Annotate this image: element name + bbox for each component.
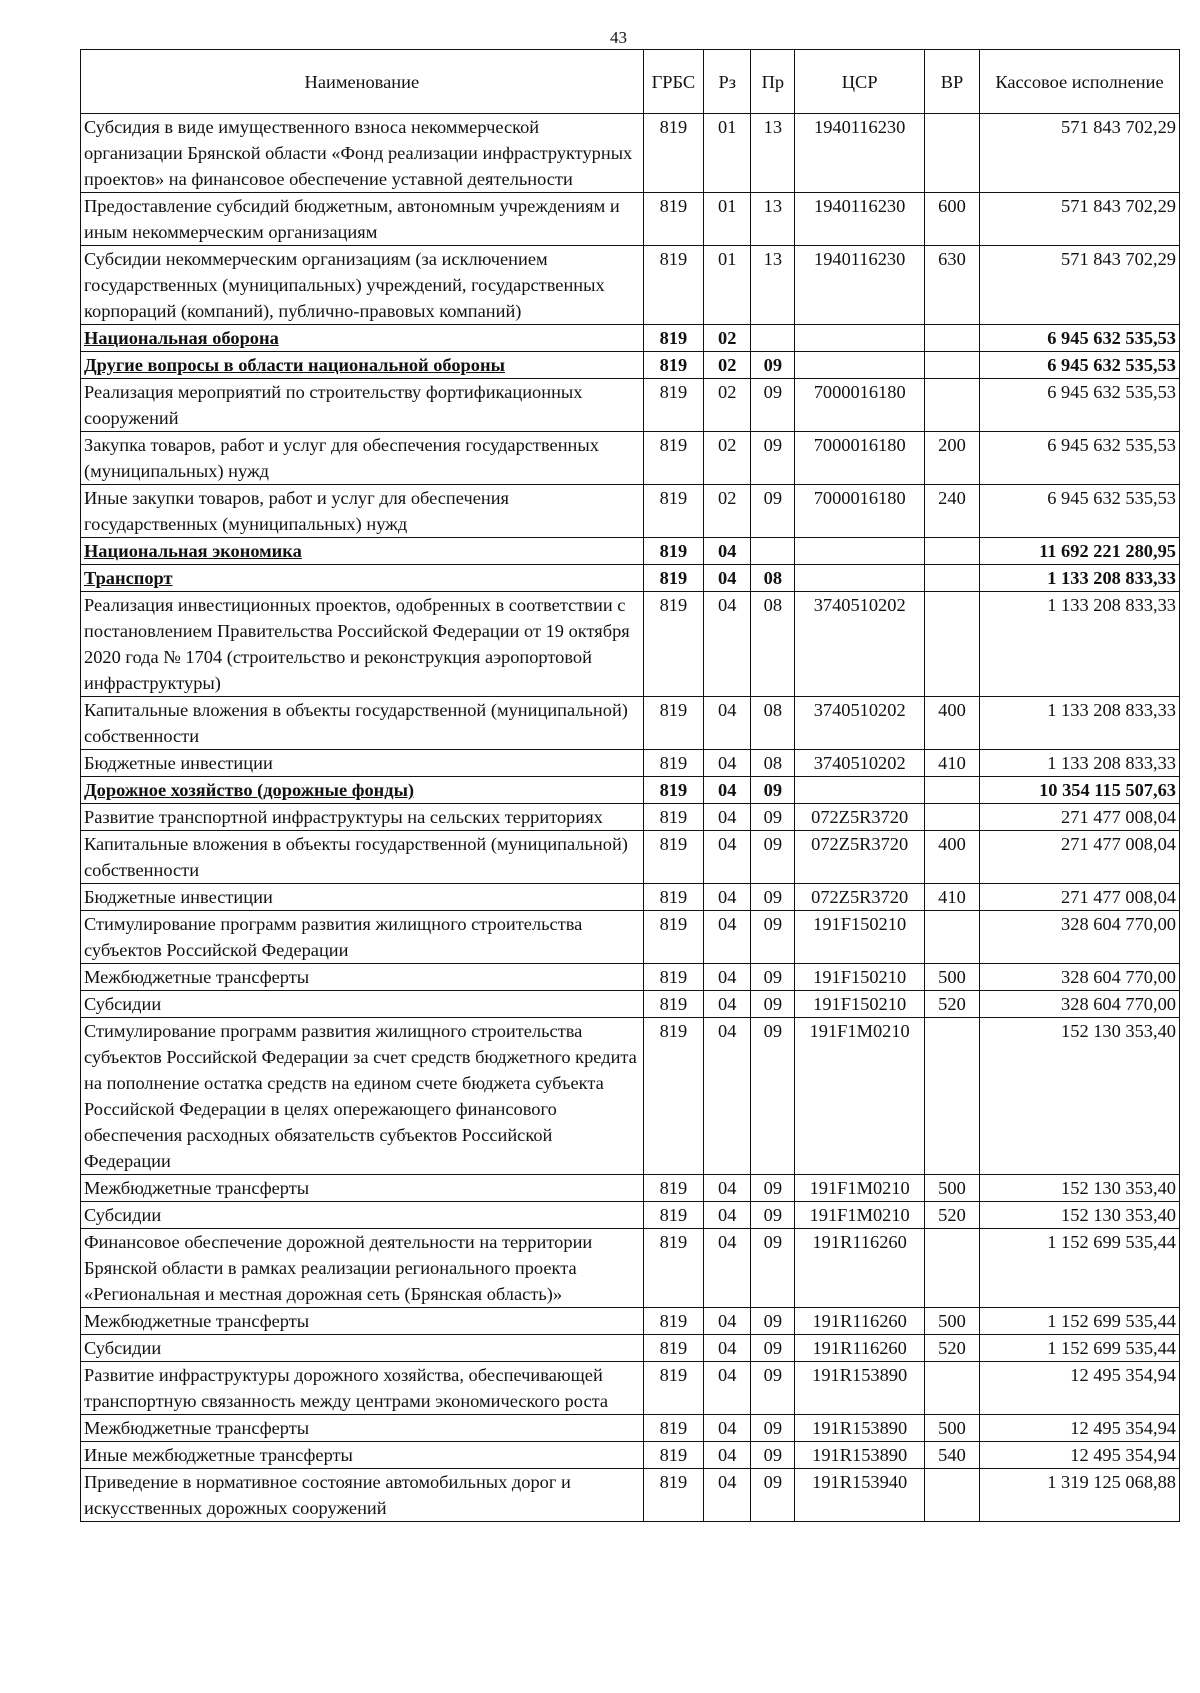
cell-vr bbox=[925, 1018, 980, 1175]
cell-rz: 02 bbox=[704, 352, 751, 379]
cell-amount: 1 133 208 833,33 bbox=[979, 565, 1179, 592]
table-row bbox=[81, 991, 1180, 1018]
cell-grbs: 819 bbox=[643, 1018, 703, 1175]
cell-grbs: 819 bbox=[643, 1362, 703, 1415]
cell-pr bbox=[751, 538, 795, 565]
cell-vr bbox=[925, 911, 980, 964]
cell-pr: 08 bbox=[751, 592, 795, 697]
cell-vr bbox=[925, 1229, 980, 1308]
cell-name: Субсидии bbox=[81, 1202, 644, 1229]
cell-grbs: 819 bbox=[643, 804, 703, 831]
cell-name: Развитие транспортной инфраструктуры на сельских территориях bbox=[81, 804, 644, 831]
cell-name: Межбюджетные трансферты bbox=[81, 1308, 644, 1335]
cell-rz: 04 bbox=[704, 592, 751, 697]
cell-rz: 04 bbox=[704, 1415, 751, 1442]
cell-grbs: 819 bbox=[643, 352, 703, 379]
cell-grbs: 819 bbox=[643, 1469, 703, 1522]
table-row bbox=[81, 432, 1180, 485]
cell-vr bbox=[925, 565, 980, 592]
cell-pr bbox=[751, 325, 795, 352]
cell-rz: 04 bbox=[704, 1442, 751, 1469]
table-row bbox=[81, 1362, 1180, 1415]
cell-pr: 09 bbox=[751, 432, 795, 485]
cell-vr: 630 bbox=[925, 246, 980, 325]
table-row bbox=[81, 379, 1180, 432]
cell-csr bbox=[795, 777, 925, 804]
table-row bbox=[81, 1175, 1180, 1202]
table-row bbox=[81, 193, 1180, 246]
cell-pr: 09 bbox=[751, 352, 795, 379]
cell-amount: 271 477 008,04 bbox=[979, 884, 1179, 911]
cell-csr: 191R116260 bbox=[795, 1308, 925, 1335]
cell-name: Бюджетные инвестиции bbox=[81, 750, 644, 777]
table-row bbox=[81, 964, 1180, 991]
cell-csr: 191R153890 bbox=[795, 1442, 925, 1469]
cell-pr: 08 bbox=[751, 750, 795, 777]
table-row bbox=[81, 1308, 1180, 1335]
cell-vr: 520 bbox=[925, 1335, 980, 1362]
cell-grbs: 819 bbox=[643, 697, 703, 750]
cell-vr bbox=[925, 592, 980, 697]
cell-pr: 08 bbox=[751, 565, 795, 592]
cell-grbs: 819 bbox=[643, 1175, 703, 1202]
cell-name: Стимулирование программ развития жилищного строительства субъектов Российской Федерации за счет средств бюджетного кредита на пополнение остатка средств на едином счете бюджета субъекта Российской Федерации в целях опережающего финансового обеспечения расходных обязательств субъектов Российской Федерации bbox=[81, 1018, 644, 1175]
cell-rz: 02 bbox=[704, 432, 751, 485]
cell-name: Закупка товаров, работ и услуг для обеспечения государственных (муниципальных) нужд bbox=[81, 432, 644, 485]
cell-pr: 09 bbox=[751, 1415, 795, 1442]
cell-rz: 04 bbox=[704, 1175, 751, 1202]
header-name: Наименование bbox=[81, 50, 644, 114]
cell-name: Предоставление субсидий бюджетным, автономным учреждениям и иным некоммерческим организациям bbox=[81, 193, 644, 246]
table-row bbox=[81, 1229, 1180, 1308]
cell-vr bbox=[925, 379, 980, 432]
cell-pr: 09 bbox=[751, 831, 795, 884]
cell-pr: 09 bbox=[751, 379, 795, 432]
table-row bbox=[81, 246, 1180, 325]
table-row bbox=[81, 750, 1180, 777]
cell-csr: 7000016180 bbox=[795, 485, 925, 538]
table-row bbox=[81, 1442, 1180, 1469]
cell-amount: 6 945 632 535,53 bbox=[979, 432, 1179, 485]
cell-rz: 04 bbox=[704, 1229, 751, 1308]
cell-vr: 500 bbox=[925, 964, 980, 991]
table-row bbox=[81, 565, 1180, 592]
cell-csr: 1940116230 bbox=[795, 114, 925, 193]
cell-name: Транспорт bbox=[81, 565, 644, 592]
header-row bbox=[81, 50, 1180, 114]
cell-amount: 10 354 115 507,63 bbox=[979, 777, 1179, 804]
cell-vr: 500 bbox=[925, 1308, 980, 1335]
cell-amount: 152 130 353,40 bbox=[979, 1202, 1179, 1229]
cell-vr: 400 bbox=[925, 697, 980, 750]
cell-amount: 12 495 354,94 bbox=[979, 1415, 1179, 1442]
cell-name: Развитие инфраструктуры дорожного хозяйства, обеспечивающей транспортную связанность между центрами экономического роста bbox=[81, 1362, 644, 1415]
cell-csr: 7000016180 bbox=[795, 432, 925, 485]
table-row bbox=[81, 592, 1180, 697]
cell-vr: 200 bbox=[925, 432, 980, 485]
cell-csr: 191F150210 bbox=[795, 991, 925, 1018]
cell-rz: 04 bbox=[704, 911, 751, 964]
header-amount: Кассовое исполнение bbox=[979, 50, 1179, 114]
cell-name: Субсидии bbox=[81, 1335, 644, 1362]
cell-amount: 571 843 702,29 bbox=[979, 114, 1179, 193]
cell-grbs: 819 bbox=[643, 1335, 703, 1362]
cell-amount: 1 152 699 535,44 bbox=[979, 1308, 1179, 1335]
cell-grbs: 819 bbox=[643, 1415, 703, 1442]
cell-amount: 1 152 699 535,44 bbox=[979, 1335, 1179, 1362]
cell-csr: 191F1M0210 bbox=[795, 1175, 925, 1202]
cell-name: Реализация мероприятий по строительству фортификационных сооружений bbox=[81, 379, 644, 432]
cell-vr: 500 bbox=[925, 1175, 980, 1202]
header-vr: ВР bbox=[925, 50, 980, 114]
cell-amount: 328 604 770,00 bbox=[979, 991, 1179, 1018]
cell-vr: 400 bbox=[925, 831, 980, 884]
cell-amount: 6 945 632 535,53 bbox=[979, 325, 1179, 352]
cell-grbs: 819 bbox=[643, 884, 703, 911]
cell-pr: 13 bbox=[751, 114, 795, 193]
cell-name: Бюджетные инвестиции bbox=[81, 884, 644, 911]
cell-pr: 09 bbox=[751, 1442, 795, 1469]
cell-name: Капитальные вложения в объекты государственной (муниципальной) собственности bbox=[81, 831, 644, 884]
cell-vr: 540 bbox=[925, 1442, 980, 1469]
cell-rz: 04 bbox=[704, 1362, 751, 1415]
cell-csr: 191F1M0210 bbox=[795, 1202, 925, 1229]
cell-name: Иные закупки товаров, работ и услуг для обеспечения государственных (муниципальных) нужд bbox=[81, 485, 644, 538]
cell-rz: 04 bbox=[704, 777, 751, 804]
cell-name: Межбюджетные трансферты bbox=[81, 1175, 644, 1202]
header-rz: Рз bbox=[704, 50, 751, 114]
cell-rz: 04 bbox=[704, 1308, 751, 1335]
cell-csr bbox=[795, 352, 925, 379]
cell-vr: 600 bbox=[925, 193, 980, 246]
table-row bbox=[81, 697, 1180, 750]
cell-amount: 1 133 208 833,33 bbox=[979, 697, 1179, 750]
cell-csr: 191F1M0210 bbox=[795, 1018, 925, 1175]
cell-amount: 11 692 221 280,95 bbox=[979, 538, 1179, 565]
table-row bbox=[81, 831, 1180, 884]
cell-vr: 500 bbox=[925, 1415, 980, 1442]
cell-amount: 328 604 770,00 bbox=[979, 964, 1179, 991]
cell-pr: 09 bbox=[751, 1335, 795, 1362]
cell-csr: 3740510202 bbox=[795, 592, 925, 697]
cell-csr: 191F150210 bbox=[795, 911, 925, 964]
cell-grbs: 819 bbox=[643, 246, 703, 325]
cell-pr: 09 bbox=[751, 1308, 795, 1335]
cell-csr bbox=[795, 565, 925, 592]
cell-grbs: 819 bbox=[643, 831, 703, 884]
cell-pr: 13 bbox=[751, 193, 795, 246]
cell-csr: 191F150210 bbox=[795, 964, 925, 991]
cell-name: Финансовое обеспечение дорожной деятельности на территории Брянской области в рамках реализации регионального проекта «Региональная и местная дорожная сеть (Брянская область)» bbox=[81, 1229, 644, 1308]
table-row bbox=[81, 884, 1180, 911]
cell-csr: 191R153890 bbox=[795, 1362, 925, 1415]
cell-name: Национальная экономика bbox=[81, 538, 644, 565]
cell-csr: 1940116230 bbox=[795, 193, 925, 246]
cell-csr: 1940116230 bbox=[795, 246, 925, 325]
table-row bbox=[81, 804, 1180, 831]
cell-pr: 13 bbox=[751, 246, 795, 325]
cell-name: Реализация инвестиционных проектов, одобренных в соответствии с постановлением Правительства Российской Федерации от 19 октября 2020 года № 1704 (строительство и реконструкция аэропортовой инфраструктуры) bbox=[81, 592, 644, 697]
table-row bbox=[81, 1469, 1180, 1522]
cell-name: Субсидия в виде имущественного взноса некоммерческой организации Брянской области «Фонд реализации инфраструктурных проектов» на финансовое обеспечение уставной деятельности bbox=[81, 114, 644, 193]
cell-amount: 1 133 208 833,33 bbox=[979, 592, 1179, 697]
cell-csr: 072Z5R3720 bbox=[795, 884, 925, 911]
cell-vr: 520 bbox=[925, 1202, 980, 1229]
cell-csr bbox=[795, 538, 925, 565]
cell-grbs: 819 bbox=[643, 432, 703, 485]
page-number: 43 bbox=[610, 28, 627, 47]
cell-vr bbox=[925, 325, 980, 352]
cell-grbs: 819 bbox=[643, 592, 703, 697]
cell-rz: 04 bbox=[704, 1202, 751, 1229]
cell-grbs: 819 bbox=[643, 777, 703, 804]
cell-amount: 271 477 008,04 bbox=[979, 804, 1179, 831]
cell-csr: 191R153890 bbox=[795, 1415, 925, 1442]
cell-name: Субсидии bbox=[81, 991, 644, 1018]
cell-rz: 04 bbox=[704, 1335, 751, 1362]
cell-name: Приведение в нормативное состояние автомобильных дорог и искусственных дорожных сооружений bbox=[81, 1469, 644, 1522]
cell-vr bbox=[925, 1469, 980, 1522]
table-row bbox=[81, 352, 1180, 379]
cell-name: Иные межбюджетные трансферты bbox=[81, 1442, 644, 1469]
cell-pr: 09 bbox=[751, 1175, 795, 1202]
cell-rz: 04 bbox=[704, 884, 751, 911]
cell-name: Капитальные вложения в объекты государственной (муниципальной) собственности bbox=[81, 697, 644, 750]
table-row bbox=[81, 1018, 1180, 1175]
table-row bbox=[81, 325, 1180, 352]
cell-grbs: 819 bbox=[643, 911, 703, 964]
cell-grbs: 819 bbox=[643, 964, 703, 991]
cell-amount: 12 495 354,94 bbox=[979, 1362, 1179, 1415]
cell-rz: 04 bbox=[704, 697, 751, 750]
cell-amount: 271 477 008,04 bbox=[979, 831, 1179, 884]
header-pr: Пр bbox=[751, 50, 795, 114]
cell-vr: 410 bbox=[925, 884, 980, 911]
cell-amount: 1 133 208 833,33 bbox=[979, 750, 1179, 777]
cell-pr: 09 bbox=[751, 777, 795, 804]
budget-execution-table bbox=[80, 49, 1180, 1522]
cell-rz: 04 bbox=[704, 1469, 751, 1522]
cell-csr: 072Z5R3720 bbox=[795, 831, 925, 884]
cell-grbs: 819 bbox=[643, 991, 703, 1018]
table-row bbox=[81, 777, 1180, 804]
cell-amount: 1 319 125 068,88 bbox=[979, 1469, 1179, 1522]
header-grbs: ГРБС bbox=[643, 50, 703, 114]
cell-amount: 152 130 353,40 bbox=[979, 1175, 1179, 1202]
table-row bbox=[81, 114, 1180, 193]
cell-vr bbox=[925, 114, 980, 193]
cell-grbs: 819 bbox=[643, 1442, 703, 1469]
cell-amount: 1 152 699 535,44 bbox=[979, 1229, 1179, 1308]
cell-grbs: 819 bbox=[643, 1308, 703, 1335]
cell-name: Национальная оборона bbox=[81, 325, 644, 352]
table-row bbox=[81, 1415, 1180, 1442]
cell-rz: 04 bbox=[704, 750, 751, 777]
cell-pr: 09 bbox=[751, 804, 795, 831]
header-csr: ЦСР bbox=[795, 50, 925, 114]
cell-vr: 410 bbox=[925, 750, 980, 777]
cell-pr: 09 bbox=[751, 911, 795, 964]
cell-grbs: 819 bbox=[643, 325, 703, 352]
cell-vr bbox=[925, 352, 980, 379]
cell-grbs: 819 bbox=[643, 1229, 703, 1308]
cell-grbs: 819 bbox=[643, 538, 703, 565]
cell-grbs: 819 bbox=[643, 1202, 703, 1229]
cell-csr: 3740510202 bbox=[795, 750, 925, 777]
cell-amount: 571 843 702,29 bbox=[979, 193, 1179, 246]
cell-grbs: 819 bbox=[643, 193, 703, 246]
cell-pr: 09 bbox=[751, 1229, 795, 1308]
cell-rz: 02 bbox=[704, 325, 751, 352]
cell-vr bbox=[925, 1362, 980, 1415]
cell-csr bbox=[795, 325, 925, 352]
cell-name: Субсидии некоммерческим организациям (за исключением государственных (муниципальных) учреждений, государственных корпораций (компаний), публично-правовых компаний) bbox=[81, 246, 644, 325]
cell-rz: 04 bbox=[704, 538, 751, 565]
cell-name: Стимулирование программ развития жилищного строительства субъектов Российской Федерации bbox=[81, 911, 644, 964]
cell-csr: 7000016180 bbox=[795, 379, 925, 432]
cell-rz: 01 bbox=[704, 193, 751, 246]
cell-name: Другие вопросы в области национальной обороны bbox=[81, 352, 644, 379]
cell-rz: 01 bbox=[704, 246, 751, 325]
cell-vr: 520 bbox=[925, 991, 980, 1018]
cell-amount: 6 945 632 535,53 bbox=[979, 352, 1179, 379]
cell-csr: 072Z5R3720 bbox=[795, 804, 925, 831]
cell-pr: 09 bbox=[751, 884, 795, 911]
cell-rz: 04 bbox=[704, 831, 751, 884]
cell-name: Дорожное хозяйство (дорожные фонды) bbox=[81, 777, 644, 804]
cell-csr: 191R116260 bbox=[795, 1335, 925, 1362]
cell-grbs: 819 bbox=[643, 485, 703, 538]
cell-name: Межбюджетные трансферты bbox=[81, 1415, 644, 1442]
table-row bbox=[81, 485, 1180, 538]
cell-pr: 09 bbox=[751, 1362, 795, 1415]
table-row bbox=[81, 911, 1180, 964]
cell-pr: 09 bbox=[751, 991, 795, 1018]
table-row bbox=[81, 1335, 1180, 1362]
cell-amount: 152 130 353,40 bbox=[979, 1018, 1179, 1175]
cell-vr bbox=[925, 777, 980, 804]
cell-amount: 571 843 702,29 bbox=[979, 246, 1179, 325]
table-row bbox=[81, 538, 1180, 565]
cell-vr bbox=[925, 538, 980, 565]
cell-rz: 02 bbox=[704, 379, 751, 432]
cell-rz: 01 bbox=[704, 114, 751, 193]
table-row bbox=[81, 1202, 1180, 1229]
cell-csr: 191R116260 bbox=[795, 1229, 925, 1308]
cell-grbs: 819 bbox=[643, 565, 703, 592]
cell-grbs: 819 bbox=[643, 114, 703, 193]
cell-pr: 09 bbox=[751, 1202, 795, 1229]
cell-pr: 09 bbox=[751, 1018, 795, 1175]
cell-rz: 04 bbox=[704, 565, 751, 592]
cell-amount: 6 945 632 535,53 bbox=[979, 379, 1179, 432]
cell-amount: 6 945 632 535,53 bbox=[979, 485, 1179, 538]
cell-rz: 04 bbox=[704, 1018, 751, 1175]
cell-grbs: 819 bbox=[643, 750, 703, 777]
cell-pr: 09 bbox=[751, 1469, 795, 1522]
cell-pr: 09 bbox=[751, 964, 795, 991]
cell-amount: 328 604 770,00 bbox=[979, 911, 1179, 964]
cell-vr bbox=[925, 804, 980, 831]
cell-pr: 08 bbox=[751, 697, 795, 750]
cell-rz: 04 bbox=[704, 804, 751, 831]
cell-vr: 240 bbox=[925, 485, 980, 538]
cell-rz: 04 bbox=[704, 964, 751, 991]
cell-pr: 09 bbox=[751, 485, 795, 538]
cell-rz: 04 bbox=[704, 991, 751, 1018]
cell-grbs: 819 bbox=[643, 379, 703, 432]
cell-csr: 191R153940 bbox=[795, 1469, 925, 1522]
cell-amount: 12 495 354,94 bbox=[979, 1442, 1179, 1469]
cell-csr: 3740510202 bbox=[795, 697, 925, 750]
cell-rz: 02 bbox=[704, 485, 751, 538]
cell-name: Межбюджетные трансферты bbox=[81, 964, 644, 991]
